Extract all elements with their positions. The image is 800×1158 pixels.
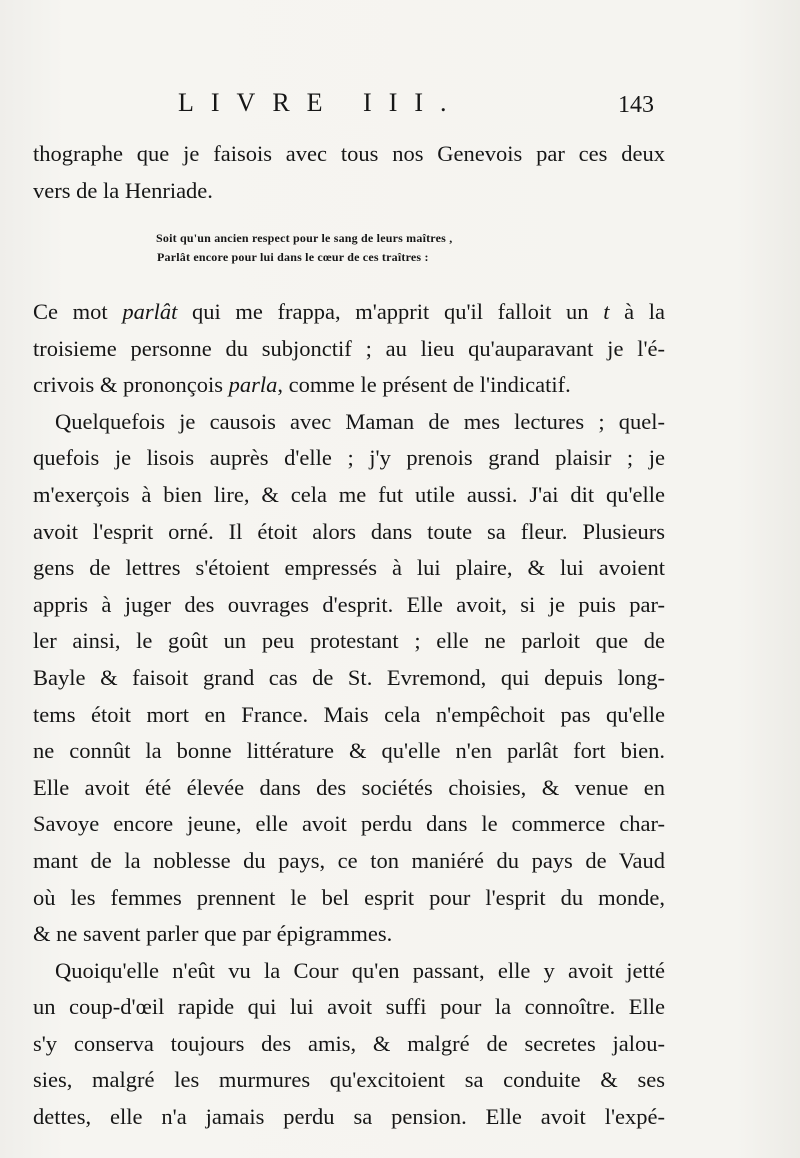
text-line: où les femmes prennent le bel esprit pour l'esprit du monde,: [33, 884, 665, 910]
verse-line: Parlât encore pour lui dans le cœur de ces traîtres :: [157, 250, 429, 264]
text-line: dettes, elle n'a jamais perdu sa pension. Elle avoit l'expé-: [33, 1104, 665, 1130]
text-line: Quoiqu'elle n'eût vu la Cour qu'en passant, elle y avoit jetté: [55, 957, 665, 983]
text-line: & ne savent parler que par épigrammes.: [33, 921, 393, 947]
text-line: quefois je lisois auprès d'elle ; j'y prenois grand plaisir ; je: [33, 445, 665, 471]
text-line: sies, malgré les murmures qu'excitoient sa conduite & ses: [33, 1067, 665, 1093]
text-line: thographe que je faisois avec tous nos Genevois par ces deux: [33, 141, 665, 166]
text-line: Bayle & faisoit grand cas de St. Evremond, qui depuis long-: [33, 664, 665, 690]
text-line: avoit l'esprit orné. Il étoit alors dans toute sa fleur. Plusieurs: [33, 518, 665, 544]
text-line: Elle avoit été élevée dans des sociétés choisies, & venue en: [33, 774, 665, 800]
text-line: ne connût la bonne littérature & qu'elle n'en parlât fort bien.: [33, 738, 665, 764]
text-line: ler ainsi, le goût un peu protestant ; elle ne parloit que de: [33, 628, 665, 654]
text-line: m'exerçois à bien lire, & cela me fut utile aussi. J'ai dit qu'elle: [33, 481, 665, 507]
main-text: [33, 294, 665, 1136]
text-line: s'y conserva toujours des amis, & malgré de secretes jalou-: [33, 1030, 665, 1056]
text-line: Quelquefois je causois avec Maman de mes lectures ; quel-: [55, 408, 665, 434]
verse-quotation: [156, 229, 516, 267]
text-line: mant de la noblesse du pays, ce ton maniéré du pays de Vaud: [33, 847, 665, 873]
text-line: gens de lettres s'étoient empressés à lui plaire, & lui avoient: [33, 555, 665, 581]
text-line: troisieme personne du subjonctif ; au lieu qu'auparavant je l'é-: [33, 335, 665, 361]
running-head: LIVRE III.: [178, 88, 464, 117]
text-line: tems étoit mort en France. Mais cela n'empêchoit pas qu'elle: [33, 701, 665, 727]
page-number: 143: [618, 92, 654, 118]
text-line: vers de la Henriade.: [33, 177, 213, 203]
intro-paragraph: [33, 136, 665, 209]
verse-line: Soit qu'un ancien respect pour le sang de leurs maîtres ,: [156, 231, 453, 245]
text-line: Ce mot parlât qui me frappa, m'apprit qu'il falloit un t à la: [33, 299, 665, 324]
text-line: crivois & prononçois parla, comme le présent de l'indicatif.: [33, 372, 571, 398]
text-line: appris à juger des ouvrages d'esprit. Elle avoit, si je puis par-: [33, 591, 665, 617]
page-header: [0, 88, 800, 124]
text-line: un coup-d'œil rapide qui lui avoit suffi pour la connoître. Elle: [33, 994, 665, 1020]
text-line: Savoye encore jeune, elle avoit perdu dans le commerce char-: [33, 811, 665, 837]
